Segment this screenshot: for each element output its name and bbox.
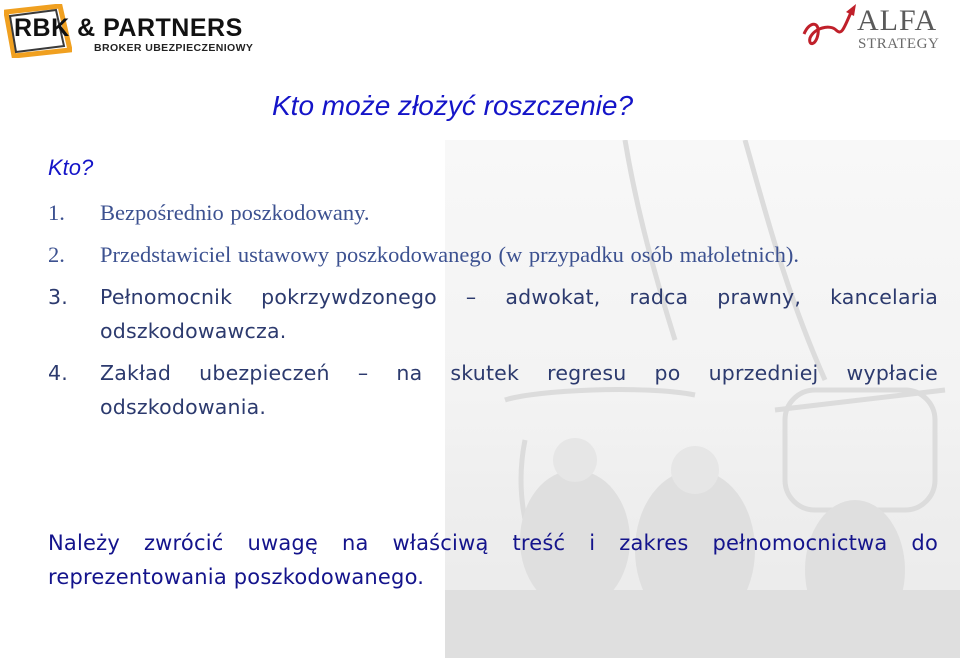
slide-title: Kto może złożyć roszczenie? [272,90,634,121]
alfa-swoosh-icon [800,0,860,58]
list-item-number: 1. [48,200,65,225]
list-item [48,196,938,230]
list-item [48,238,938,272]
list-item-number: 3. [48,285,68,309]
list-item-number: 2. [48,242,65,267]
list-item-text: Pełnomocnik pokrzywdzonego – adwokat, radca prawny, kancelaria odszkodowawcza. [100,285,938,343]
alfa-logo-tagline: STRATEGY [858,36,940,52]
list-item-text: Bezpośrednio poszkodowany. [100,200,370,225]
list-item [48,280,938,348]
list-item-text: Zakład ubezpieczeń – na skutek regresu po uprzedniej wypłacie odszkodowania. [100,361,938,419]
claimants-list [48,196,938,432]
question-label: Kto? [48,155,94,180]
power-of-attorney-note: Należy zwrócić uwagę na właściwą treść i zakres pełnomocnictwa do reprezentowania poszkodowanego. [48,531,938,589]
rbk-logo-name: RBK & PARTNERS [14,14,243,42]
list-item [48,356,938,424]
list-item-text: Przedstawiciel ustawowy poszkodowanego (w przypadku osób małoletnich). [100,242,799,267]
rbk-logo-tagline: BROKER UBEZPIECZENIOWY [94,42,254,54]
rbk-partners-logo [0,0,270,62]
alfa-logo-name: ALFA [857,4,938,37]
list-item-number: 4. [48,361,68,385]
alfa-strategy-logo [800,0,960,58]
